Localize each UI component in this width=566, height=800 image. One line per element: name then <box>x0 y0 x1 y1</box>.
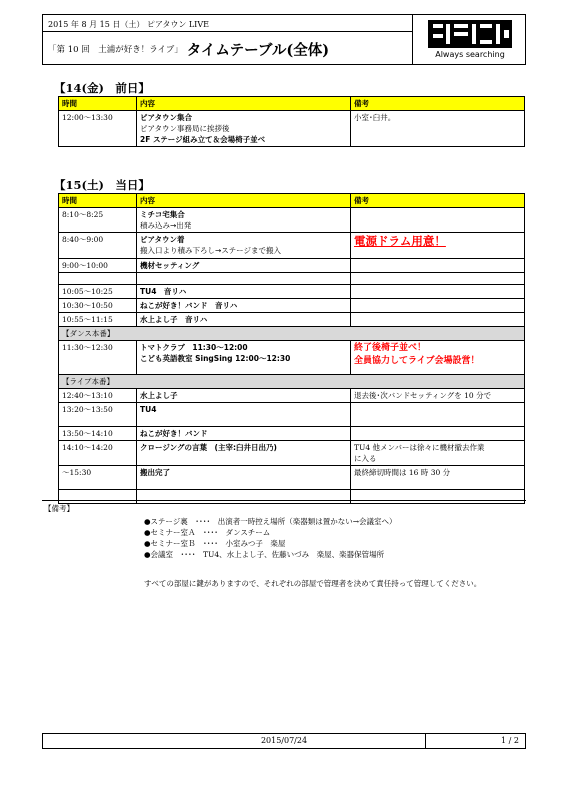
footer-date: 2015/07/24 <box>260 736 308 745</box>
cell-time: 8:10～8:25 <box>59 208 137 233</box>
table-row <box>59 389 525 403</box>
cell-content: ミチコ宅集合 積み込み→出発 <box>137 208 351 233</box>
cell-content: TU4 <box>137 403 351 427</box>
cell-time: 14:10～14:20 <box>59 441 137 466</box>
cell-note <box>351 427 525 441</box>
cell-content <box>137 273 351 285</box>
table-row <box>59 285 525 299</box>
table-row <box>59 313 525 327</box>
table-row <box>59 403 525 427</box>
band-label: 【ライブ本番】 <box>59 375 525 389</box>
cell-content: 水上よし子 音リハ <box>137 313 351 327</box>
table-header-row <box>59 97 525 111</box>
cell-time: ～15:30 <box>59 466 137 490</box>
cell-content: 機材セッティング <box>137 259 351 273</box>
cell-time: 10:30～10:50 <box>59 299 137 313</box>
cell-time: 13:20～13:50 <box>59 403 137 427</box>
title-line <box>43 33 412 65</box>
cell-time: 12:40～13:10 <box>59 389 137 403</box>
document-header <box>42 14 526 65</box>
header-time: 時間 <box>59 194 137 208</box>
table-header-row <box>59 194 525 208</box>
page-title: タイムテーブル(全体) <box>186 41 330 59</box>
table-row <box>59 233 525 259</box>
header-note: 備考 <box>351 194 525 208</box>
timetable-day1 <box>58 96 525 147</box>
cell-content: クロージングの言葉 (主宰:臼井日出乃) <box>137 441 351 466</box>
table-row <box>59 441 525 466</box>
header-content: 内容 <box>137 97 351 111</box>
notes-label: 【備考】 <box>44 504 74 513</box>
event-subtitle: 「第 10 回 土浦が好き！ライブ」 <box>48 45 183 55</box>
table-row <box>59 299 525 313</box>
timetable-day2 <box>58 193 525 504</box>
table-row <box>59 208 525 233</box>
cell-note <box>351 259 525 273</box>
cell-content: 水上よし子 <box>137 389 351 403</box>
section-title-day2: 【15(土) 当日】 <box>54 178 150 192</box>
band-label: 【ダンス本番】 <box>59 327 525 341</box>
band-row-live <box>59 375 525 389</box>
cell-content: ねこが好き！バンド 音リハ <box>137 299 351 313</box>
cell-content: 搬出完了 <box>137 466 351 490</box>
cell-note: 退去後･次バンドセッティングを 10 分で <box>351 389 525 403</box>
cell-content: トマトクラブ 11:30～12:00 こども英語教室 SingSing 12:00～12:30 <box>137 341 351 375</box>
logo-mark-icon <box>428 20 512 48</box>
logo <box>414 15 526 64</box>
cell-time: 11:30～12:30 <box>59 341 137 375</box>
cell-content: ピアタウン着 搬入口より積み下ろし→ステージまで搬入 <box>137 233 351 259</box>
cell-time: 13:50～14:10 <box>59 427 137 441</box>
list-item: ●ステージ裏 ････ 出演者一時控え場所（楽器類は置かない→会議室へ） <box>144 517 397 526</box>
cell-time: 8:40～9:00 <box>59 233 137 259</box>
notes-list <box>144 516 397 560</box>
cell-note: 小室･臼井。 <box>351 111 525 147</box>
header-title-area <box>43 15 413 64</box>
table-row <box>59 466 525 490</box>
event-date-line: 2015 年 8 月 15 日（土） ピアタウン LIVE <box>43 15 412 32</box>
table-row <box>59 273 525 285</box>
table-row <box>59 111 525 147</box>
cell-note-alert: 電源ドラム用意！ <box>351 233 525 259</box>
notes-section <box>42 500 526 600</box>
cell-time: 10:05～10:25 <box>59 285 137 299</box>
cell-note <box>351 403 525 427</box>
cell-time: 9:00～10:00 <box>59 259 137 273</box>
header-content: 内容 <box>137 194 351 208</box>
cell-note <box>351 208 525 233</box>
cell-content: TU4 音リハ <box>137 285 351 299</box>
table-row <box>59 259 525 273</box>
cell-content: ねこが好き！バンド <box>137 427 351 441</box>
cell-time <box>59 273 137 285</box>
section-title-day1: 【14(金) 前日】 <box>54 81 150 95</box>
list-item: ●セミナー室Ｂ ････ 小室みつ子 楽屋 <box>144 539 286 548</box>
band-row-dance <box>59 327 525 341</box>
closing-note: すべての部屋に鍵がありますので、それぞれの部屋で管理者を決めて責任持って管理してください。 <box>144 579 482 588</box>
header-note: 備考 <box>351 97 525 111</box>
cell-note: 最終締切時間は 16 時 30 分 <box>351 466 525 490</box>
cell-content: ピアタウン集合 ピアタウン事務局に挨拶後 2F ステージ組み立て＆会場椅子並べ <box>137 111 351 147</box>
list-item: ●セミナー室Ａ ････ ダンスチーム <box>144 528 271 537</box>
cell-note <box>351 313 525 327</box>
header-time: 時間 <box>59 97 137 111</box>
cell-note-alert: 終了後椅子並べ！ 全員協力してライブ会場設営！ <box>351 341 525 375</box>
logo-text: Always searching <box>435 50 505 59</box>
list-item: ●会議室 ････ TU4、水上よし子、佐藤いづみ 楽屋、楽器保管場所 <box>144 550 385 559</box>
cell-note <box>351 285 525 299</box>
table-row <box>59 341 525 375</box>
cell-time: 10:55～11:15 <box>59 313 137 327</box>
cell-note <box>351 273 525 285</box>
page-number: 1 / 2 <box>425 734 525 748</box>
cell-note: TU4 他メンバーは徐々に機材撤去作業 に入る <box>351 441 525 466</box>
cell-note <box>351 299 525 313</box>
cell-time: 12:00～13:30 <box>59 111 137 147</box>
document-footer <box>42 733 526 749</box>
table-row <box>59 427 525 441</box>
